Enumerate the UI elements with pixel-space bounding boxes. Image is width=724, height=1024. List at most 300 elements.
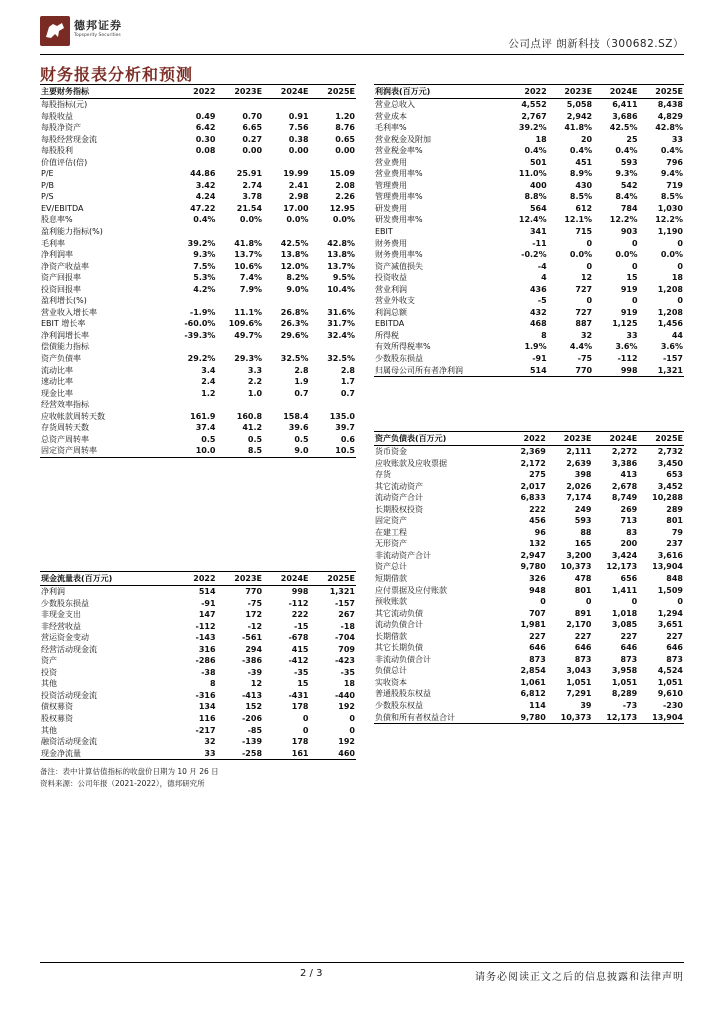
cell-value: 0.65 bbox=[335, 134, 355, 144]
cell-value: 0 bbox=[349, 725, 355, 735]
row-label: 其它流动资产 bbox=[375, 481, 423, 491]
cell-value bbox=[310, 295, 356, 307]
cell-value: 0 bbox=[631, 597, 638, 607]
cell-value: 2.8 bbox=[294, 365, 309, 375]
table-row bbox=[40, 307, 356, 319]
row-label: 其它长期负债 bbox=[375, 643, 423, 653]
row-label: 研发费用率% bbox=[375, 215, 423, 225]
cell-value: 0.0% bbox=[660, 250, 683, 260]
table-row bbox=[374, 307, 684, 319]
row-label: 营业总收入 bbox=[375, 100, 415, 109]
note-text: 备注：表中计算估值指标的收盘价日期为 10 月 26 日 bbox=[40, 767, 219, 776]
cell-value: 7,291 bbox=[566, 689, 592, 699]
cell-value: 135.0 bbox=[329, 411, 355, 421]
table-row bbox=[374, 446, 684, 458]
cell-value bbox=[170, 341, 217, 353]
row-label: 每股股利 bbox=[41, 146, 73, 156]
row-label: 盈利增长(%) bbox=[41, 296, 87, 306]
cell-value: 715 bbox=[575, 227, 593, 237]
main-indicators-table bbox=[40, 84, 356, 458]
table-row bbox=[374, 688, 684, 700]
row-label: 净利润增长率 bbox=[41, 330, 89, 340]
row-label: P/S bbox=[41, 192, 54, 202]
cell-value: 713 bbox=[620, 516, 638, 526]
cell-value: 1,981 bbox=[520, 620, 546, 630]
cell-value: 15.09 bbox=[329, 169, 355, 179]
cell-value: 3,958 bbox=[611, 666, 638, 676]
cell-value: -75 bbox=[577, 354, 593, 364]
cell-value: -18 bbox=[340, 621, 355, 631]
cell-value: 7,174 bbox=[566, 493, 592, 503]
cell-value: 4,524 bbox=[657, 666, 683, 676]
table-row bbox=[374, 492, 684, 504]
cell-value: 10,373 bbox=[547, 712, 593, 724]
cell-value: 8 bbox=[209, 679, 216, 689]
table-row bbox=[374, 700, 684, 712]
cell-value: 0 bbox=[586, 261, 593, 271]
cell-value: 1,051 bbox=[566, 677, 592, 687]
cell-value: 2.26 bbox=[335, 192, 355, 202]
cell-value: 8.5% bbox=[660, 192, 683, 202]
cell-value: 39 bbox=[580, 701, 592, 711]
cell-value: 12.2% bbox=[609, 215, 638, 225]
cell-value: 12,173 bbox=[606, 562, 638, 572]
cell-value: 0.00 bbox=[242, 146, 263, 156]
cell-value: 12.4% bbox=[518, 215, 547, 225]
row-label: 非流动负债合计 bbox=[375, 654, 431, 664]
row-label: 存货周转天数 bbox=[41, 423, 89, 433]
cell-value: 25 bbox=[626, 134, 638, 144]
cell-value bbox=[216, 399, 263, 411]
table-header-row bbox=[374, 432, 684, 446]
cell-value: 37.4 bbox=[195, 423, 216, 433]
cell-value: -704 bbox=[334, 633, 355, 643]
cell-value: 39.6 bbox=[288, 423, 309, 433]
cell-value: 430 bbox=[575, 180, 593, 190]
cell-value: 13,904 bbox=[652, 562, 683, 572]
cell-value: 8,438 bbox=[657, 100, 683, 109]
table-row bbox=[374, 145, 684, 157]
table-row bbox=[40, 365, 356, 377]
year-header: 2023E bbox=[548, 85, 593, 99]
cell-value: 3.78 bbox=[242, 192, 263, 202]
cell-value: 0 bbox=[677, 597, 683, 607]
cell-value: 1,030 bbox=[657, 203, 683, 213]
cell-value: 8.5% bbox=[569, 192, 593, 202]
table-row bbox=[374, 504, 684, 516]
cell-value: 178 bbox=[291, 702, 309, 712]
cell-value: 646 bbox=[574, 643, 592, 653]
cell-value: 919 bbox=[620, 307, 638, 317]
cell-value: -386 bbox=[241, 656, 263, 666]
table-row bbox=[374, 226, 684, 238]
cell-value: 12.2% bbox=[655, 215, 683, 225]
cell-value: 0.4% bbox=[615, 146, 638, 156]
cell-value: -39 bbox=[247, 667, 263, 677]
cell-value: 514 bbox=[502, 365, 547, 377]
cell-value: 2.08 bbox=[335, 180, 355, 190]
year-header: 2024E bbox=[263, 85, 309, 99]
row-label: 固定资产周转率 bbox=[40, 445, 170, 457]
cell-value: -413 bbox=[241, 690, 263, 700]
cell-value: 656 bbox=[620, 574, 638, 584]
cell-value: 593 bbox=[574, 516, 592, 526]
cell-value bbox=[263, 99, 309, 111]
year-header: 2023E bbox=[547, 432, 593, 446]
cell-value: 4 bbox=[541, 273, 547, 283]
year-header: 2025E bbox=[309, 572, 356, 586]
cell-value: 19.99 bbox=[283, 169, 309, 179]
cell-value: 12 bbox=[580, 273, 593, 283]
cell-value: 998 bbox=[291, 587, 309, 596]
cell-value: 9.3% bbox=[193, 250, 216, 260]
section-title: 财务报表分析和预测 bbox=[40, 65, 194, 84]
row-label: 流动比率 bbox=[41, 365, 73, 375]
row-label: 负债总计 bbox=[375, 666, 407, 676]
cell-value: -157 bbox=[662, 354, 683, 364]
table-row bbox=[40, 422, 356, 434]
cell-value: 42.5% bbox=[609, 123, 638, 133]
row-label: 营业利润 bbox=[375, 284, 407, 294]
row-label: P/E bbox=[41, 169, 54, 179]
row-label: 盈利能力指标(%) bbox=[41, 227, 103, 237]
row-label: 营业税金率% bbox=[375, 146, 423, 156]
cell-value: 9.5% bbox=[332, 273, 355, 283]
table-row bbox=[40, 122, 356, 134]
cell-value: -112 bbox=[617, 354, 638, 364]
year-header: 2022 bbox=[170, 85, 217, 99]
cell-value: -112 bbox=[288, 598, 309, 608]
table-row bbox=[40, 388, 356, 400]
table-row bbox=[40, 399, 356, 411]
row-label: 总资产周转率 bbox=[41, 434, 89, 444]
cell-value bbox=[310, 341, 356, 353]
cell-value: 267 bbox=[338, 610, 355, 620]
cell-value: 32 bbox=[204, 737, 216, 747]
cell-value: 5.3% bbox=[193, 273, 216, 283]
cell-value: 134 bbox=[198, 702, 216, 712]
table-row bbox=[40, 99, 356, 111]
cell-value: 3.42 bbox=[195, 180, 216, 190]
row-label: 流动资产合计 bbox=[375, 493, 423, 503]
cell-value: 12.1% bbox=[564, 215, 593, 225]
year-header: 2024E bbox=[593, 85, 638, 99]
cell-value: 0 bbox=[586, 296, 593, 306]
cell-value: 801 bbox=[666, 516, 683, 526]
table-row bbox=[40, 203, 356, 215]
cell-value: 227 bbox=[574, 631, 592, 641]
logo-text-en: Topsperity Securities bbox=[74, 33, 121, 38]
cell-value: 31.6% bbox=[327, 307, 355, 317]
cell-value: 33 bbox=[671, 134, 683, 144]
cell-value: 3,424 bbox=[611, 550, 638, 560]
row-label: 现金比率 bbox=[41, 388, 73, 398]
cell-value: 222 bbox=[291, 610, 309, 620]
cell-value: 42.8% bbox=[327, 238, 355, 248]
cell-value: 10.0 bbox=[170, 445, 217, 457]
cell-value: -440 bbox=[334, 690, 355, 700]
table-row bbox=[40, 445, 356, 457]
page-header bbox=[40, 14, 684, 55]
table-row bbox=[40, 376, 356, 388]
table-row bbox=[374, 203, 684, 215]
table-row bbox=[374, 134, 684, 146]
cell-value: 1,061 bbox=[520, 677, 546, 687]
cashflow-table bbox=[40, 571, 356, 760]
cell-value: -217 bbox=[195, 725, 216, 735]
cell-value: 432 bbox=[529, 307, 547, 317]
cell-value: -139 bbox=[241, 737, 263, 747]
table-row bbox=[40, 226, 356, 238]
row-label: 每股指标(元) bbox=[41, 100, 88, 109]
row-label: 非流动资产合计 bbox=[375, 550, 431, 560]
cell-value: 0.30 bbox=[195, 134, 216, 144]
table-row bbox=[40, 713, 356, 725]
cell-value: 172 bbox=[245, 610, 263, 620]
table-title: 主要财务指标 bbox=[40, 85, 170, 99]
cell-value: 2.4 bbox=[201, 377, 216, 387]
cell-value: -5 bbox=[537, 296, 547, 306]
table-row bbox=[374, 99, 684, 111]
table-row bbox=[374, 596, 684, 608]
cell-value: 6.65 bbox=[242, 123, 263, 133]
table-row bbox=[40, 667, 356, 679]
table-row bbox=[40, 748, 356, 760]
cell-value: 4,552 bbox=[521, 100, 547, 109]
cell-value: 9.0% bbox=[286, 284, 309, 294]
cell-value bbox=[310, 157, 356, 169]
row-label: 利润总额 bbox=[375, 307, 407, 317]
cell-value bbox=[216, 295, 263, 307]
row-label: 短期借款 bbox=[375, 574, 407, 584]
cell-value: 249 bbox=[574, 504, 592, 514]
table-row bbox=[374, 365, 684, 377]
cell-value: 2,026 bbox=[566, 481, 592, 491]
row-label: 实收资本 bbox=[375, 677, 407, 687]
cell-value: 0.4% bbox=[524, 146, 547, 156]
row-label: 融资活动现金流 bbox=[41, 737, 97, 747]
table-row bbox=[40, 341, 356, 353]
cell-value: 31.7% bbox=[327, 319, 355, 329]
cell-value: 44 bbox=[671, 330, 683, 340]
cell-value: 0.0% bbox=[332, 215, 355, 225]
cell-value: 5,058 bbox=[566, 100, 593, 109]
table-row bbox=[40, 655, 356, 667]
row-label: 价值评估(倍) bbox=[41, 157, 88, 167]
cell-value: 0.0% bbox=[615, 250, 638, 260]
cell-value: -0.2% bbox=[521, 250, 547, 260]
cell-value: 0.4% bbox=[569, 146, 593, 156]
source-text: 资料来源：公司年报（2021-2022），德邦研究所 bbox=[40, 779, 205, 788]
row-label: 营业税金及附加 bbox=[375, 134, 431, 144]
cell-value: 3,085 bbox=[611, 620, 638, 630]
table-row bbox=[40, 238, 356, 250]
row-label: 固定资产 bbox=[375, 516, 407, 526]
table-row bbox=[374, 122, 684, 134]
cell-value: -678 bbox=[288, 633, 309, 643]
cell-value: 2.2 bbox=[247, 377, 263, 387]
cell-value: 0 bbox=[631, 296, 638, 306]
cell-value: 152 bbox=[245, 702, 263, 712]
bull-logo-icon bbox=[40, 16, 70, 46]
cell-value: 0 bbox=[302, 725, 309, 735]
cell-value bbox=[170, 226, 217, 238]
cell-value: 2,854 bbox=[520, 666, 546, 676]
cell-value: 3.6% bbox=[615, 342, 638, 352]
table-row bbox=[374, 677, 684, 689]
table-row bbox=[40, 690, 356, 702]
cell-value: 0.5 bbox=[247, 434, 263, 444]
cell-value: 7.4% bbox=[239, 273, 263, 283]
table-row bbox=[40, 284, 356, 296]
cell-value: 0.38 bbox=[288, 134, 309, 144]
table-row bbox=[40, 157, 356, 169]
cell-value bbox=[263, 157, 309, 169]
cell-value: 13.8% bbox=[327, 250, 355, 260]
cell-value: 192 bbox=[338, 702, 355, 712]
cell-value: 770 bbox=[548, 365, 593, 377]
table-row bbox=[40, 168, 356, 180]
table-row bbox=[374, 665, 684, 677]
row-label: 少数股东权益 bbox=[375, 701, 423, 711]
cell-value: 501 bbox=[529, 157, 547, 167]
cell-value: 0.0% bbox=[286, 215, 309, 225]
cell-value: 2.41 bbox=[288, 180, 309, 190]
cell-value: 0 bbox=[677, 238, 683, 248]
cell-value bbox=[216, 341, 263, 353]
table-row bbox=[374, 180, 684, 192]
cell-value: 1,294 bbox=[657, 608, 683, 618]
cell-value: 719 bbox=[666, 180, 683, 190]
row-label: 投资活动现金流 bbox=[41, 690, 97, 700]
cell-value: 646 bbox=[529, 643, 546, 653]
cell-value: 1,411 bbox=[611, 585, 638, 595]
table-row bbox=[40, 134, 356, 146]
table-row bbox=[374, 631, 684, 643]
cell-value: 1,321 bbox=[639, 365, 684, 377]
row-label: 营业收入增长率 bbox=[41, 307, 97, 317]
cell-value: 237 bbox=[666, 539, 683, 549]
cell-value: 0 bbox=[302, 714, 309, 724]
table-row bbox=[374, 238, 684, 250]
company-logo bbox=[40, 16, 150, 50]
cell-value: 18 bbox=[343, 679, 355, 689]
cell-value: 15 bbox=[626, 273, 638, 283]
cell-value: 707 bbox=[529, 608, 546, 618]
cell-value: -38 bbox=[201, 667, 216, 677]
cell-value: -206 bbox=[241, 714, 263, 724]
cell-value: -73 bbox=[622, 701, 638, 711]
cell-value: 11.1% bbox=[234, 307, 263, 317]
cell-value: -157 bbox=[334, 598, 355, 608]
year-header: 2025E bbox=[638, 432, 684, 446]
cell-value: 3,386 bbox=[611, 458, 638, 468]
cell-value: 12.0% bbox=[280, 261, 309, 271]
row-label: 所得税 bbox=[375, 330, 399, 340]
table-row bbox=[40, 318, 356, 330]
cell-value: 2,732 bbox=[657, 447, 683, 456]
row-label: 预收账款 bbox=[375, 597, 407, 607]
cell-value: 784 bbox=[620, 203, 638, 213]
table-title: 资产负债表(百万元) bbox=[374, 432, 502, 446]
cell-value: 192 bbox=[338, 737, 355, 747]
table-row bbox=[374, 527, 684, 539]
year-header: 2023E bbox=[216, 85, 263, 99]
cell-value: 178 bbox=[291, 737, 309, 747]
row-label: 经营活动现金流 bbox=[41, 644, 97, 654]
cell-value: 1.7 bbox=[340, 377, 355, 387]
cell-value: -11 bbox=[532, 238, 547, 248]
row-label: 资产减值损失 bbox=[375, 261, 423, 271]
table-row bbox=[40, 644, 356, 656]
cell-value: 8 bbox=[541, 330, 547, 340]
cell-value: 4.4% bbox=[569, 342, 593, 352]
cell-value: -431 bbox=[288, 690, 309, 700]
table-row bbox=[374, 111, 684, 123]
cell-value: 653 bbox=[666, 470, 683, 480]
row-label: 少数股东损益 bbox=[41, 598, 89, 608]
cell-value: 919 bbox=[620, 284, 638, 294]
table-row bbox=[374, 642, 684, 654]
cell-value: 542 bbox=[620, 180, 638, 190]
row-label: EBIT 增长率 bbox=[41, 319, 86, 329]
cell-value: 39.2% bbox=[518, 123, 547, 133]
cell-value: 2,639 bbox=[566, 458, 592, 468]
table-row bbox=[374, 608, 684, 620]
disclaimer-text: 请务必阅读正文之后的信息披露和法律声明 bbox=[475, 972, 684, 983]
cell-value: 0.5 bbox=[201, 434, 216, 444]
cell-value: -75 bbox=[247, 598, 263, 608]
cell-value: 8,749 bbox=[611, 493, 638, 503]
cell-value: 1.2 bbox=[201, 388, 216, 398]
cell-value: 6,833 bbox=[520, 493, 546, 503]
cell-value: 8,289 bbox=[611, 689, 638, 699]
cell-value: 460 bbox=[309, 748, 356, 760]
cell-value: 1.0 bbox=[247, 388, 263, 398]
cell-value: 116 bbox=[198, 714, 216, 724]
cell-value: 160.8 bbox=[236, 411, 263, 421]
cell-value: 415 bbox=[291, 644, 309, 654]
row-label: 少数股东损益 bbox=[375, 354, 423, 364]
row-label: 毛利率% bbox=[375, 123, 407, 133]
year-header: 2024E bbox=[263, 572, 309, 586]
table-row bbox=[374, 561, 684, 573]
cell-value: 451 bbox=[575, 157, 593, 167]
cell-value: 0 bbox=[677, 261, 683, 271]
row-label: 流动负债合计 bbox=[375, 620, 423, 630]
table-row bbox=[40, 111, 356, 123]
cell-value: 10.4% bbox=[327, 284, 355, 294]
row-label: 负债和所有者权益合计 bbox=[374, 712, 502, 724]
cell-value: 12,173 bbox=[593, 712, 639, 724]
cell-value: 0.00 bbox=[288, 146, 309, 156]
cell-value bbox=[310, 226, 356, 238]
cell-value: 161.9 bbox=[190, 411, 216, 421]
cell-value: 8.9% bbox=[569, 169, 593, 179]
table-row bbox=[40, 272, 356, 284]
cell-value: 998 bbox=[593, 365, 638, 377]
cell-value: 10,373 bbox=[560, 562, 592, 572]
cell-value: 891 bbox=[574, 608, 592, 618]
row-label: 经营效率指标 bbox=[41, 400, 89, 410]
cell-value: 326 bbox=[529, 574, 546, 584]
cell-value: 18 bbox=[671, 273, 683, 283]
table-row bbox=[374, 550, 684, 562]
cell-value: 25.91 bbox=[236, 169, 263, 179]
table-row bbox=[374, 712, 684, 724]
cell-value: 13.8% bbox=[280, 250, 309, 260]
cell-value bbox=[170, 295, 217, 307]
